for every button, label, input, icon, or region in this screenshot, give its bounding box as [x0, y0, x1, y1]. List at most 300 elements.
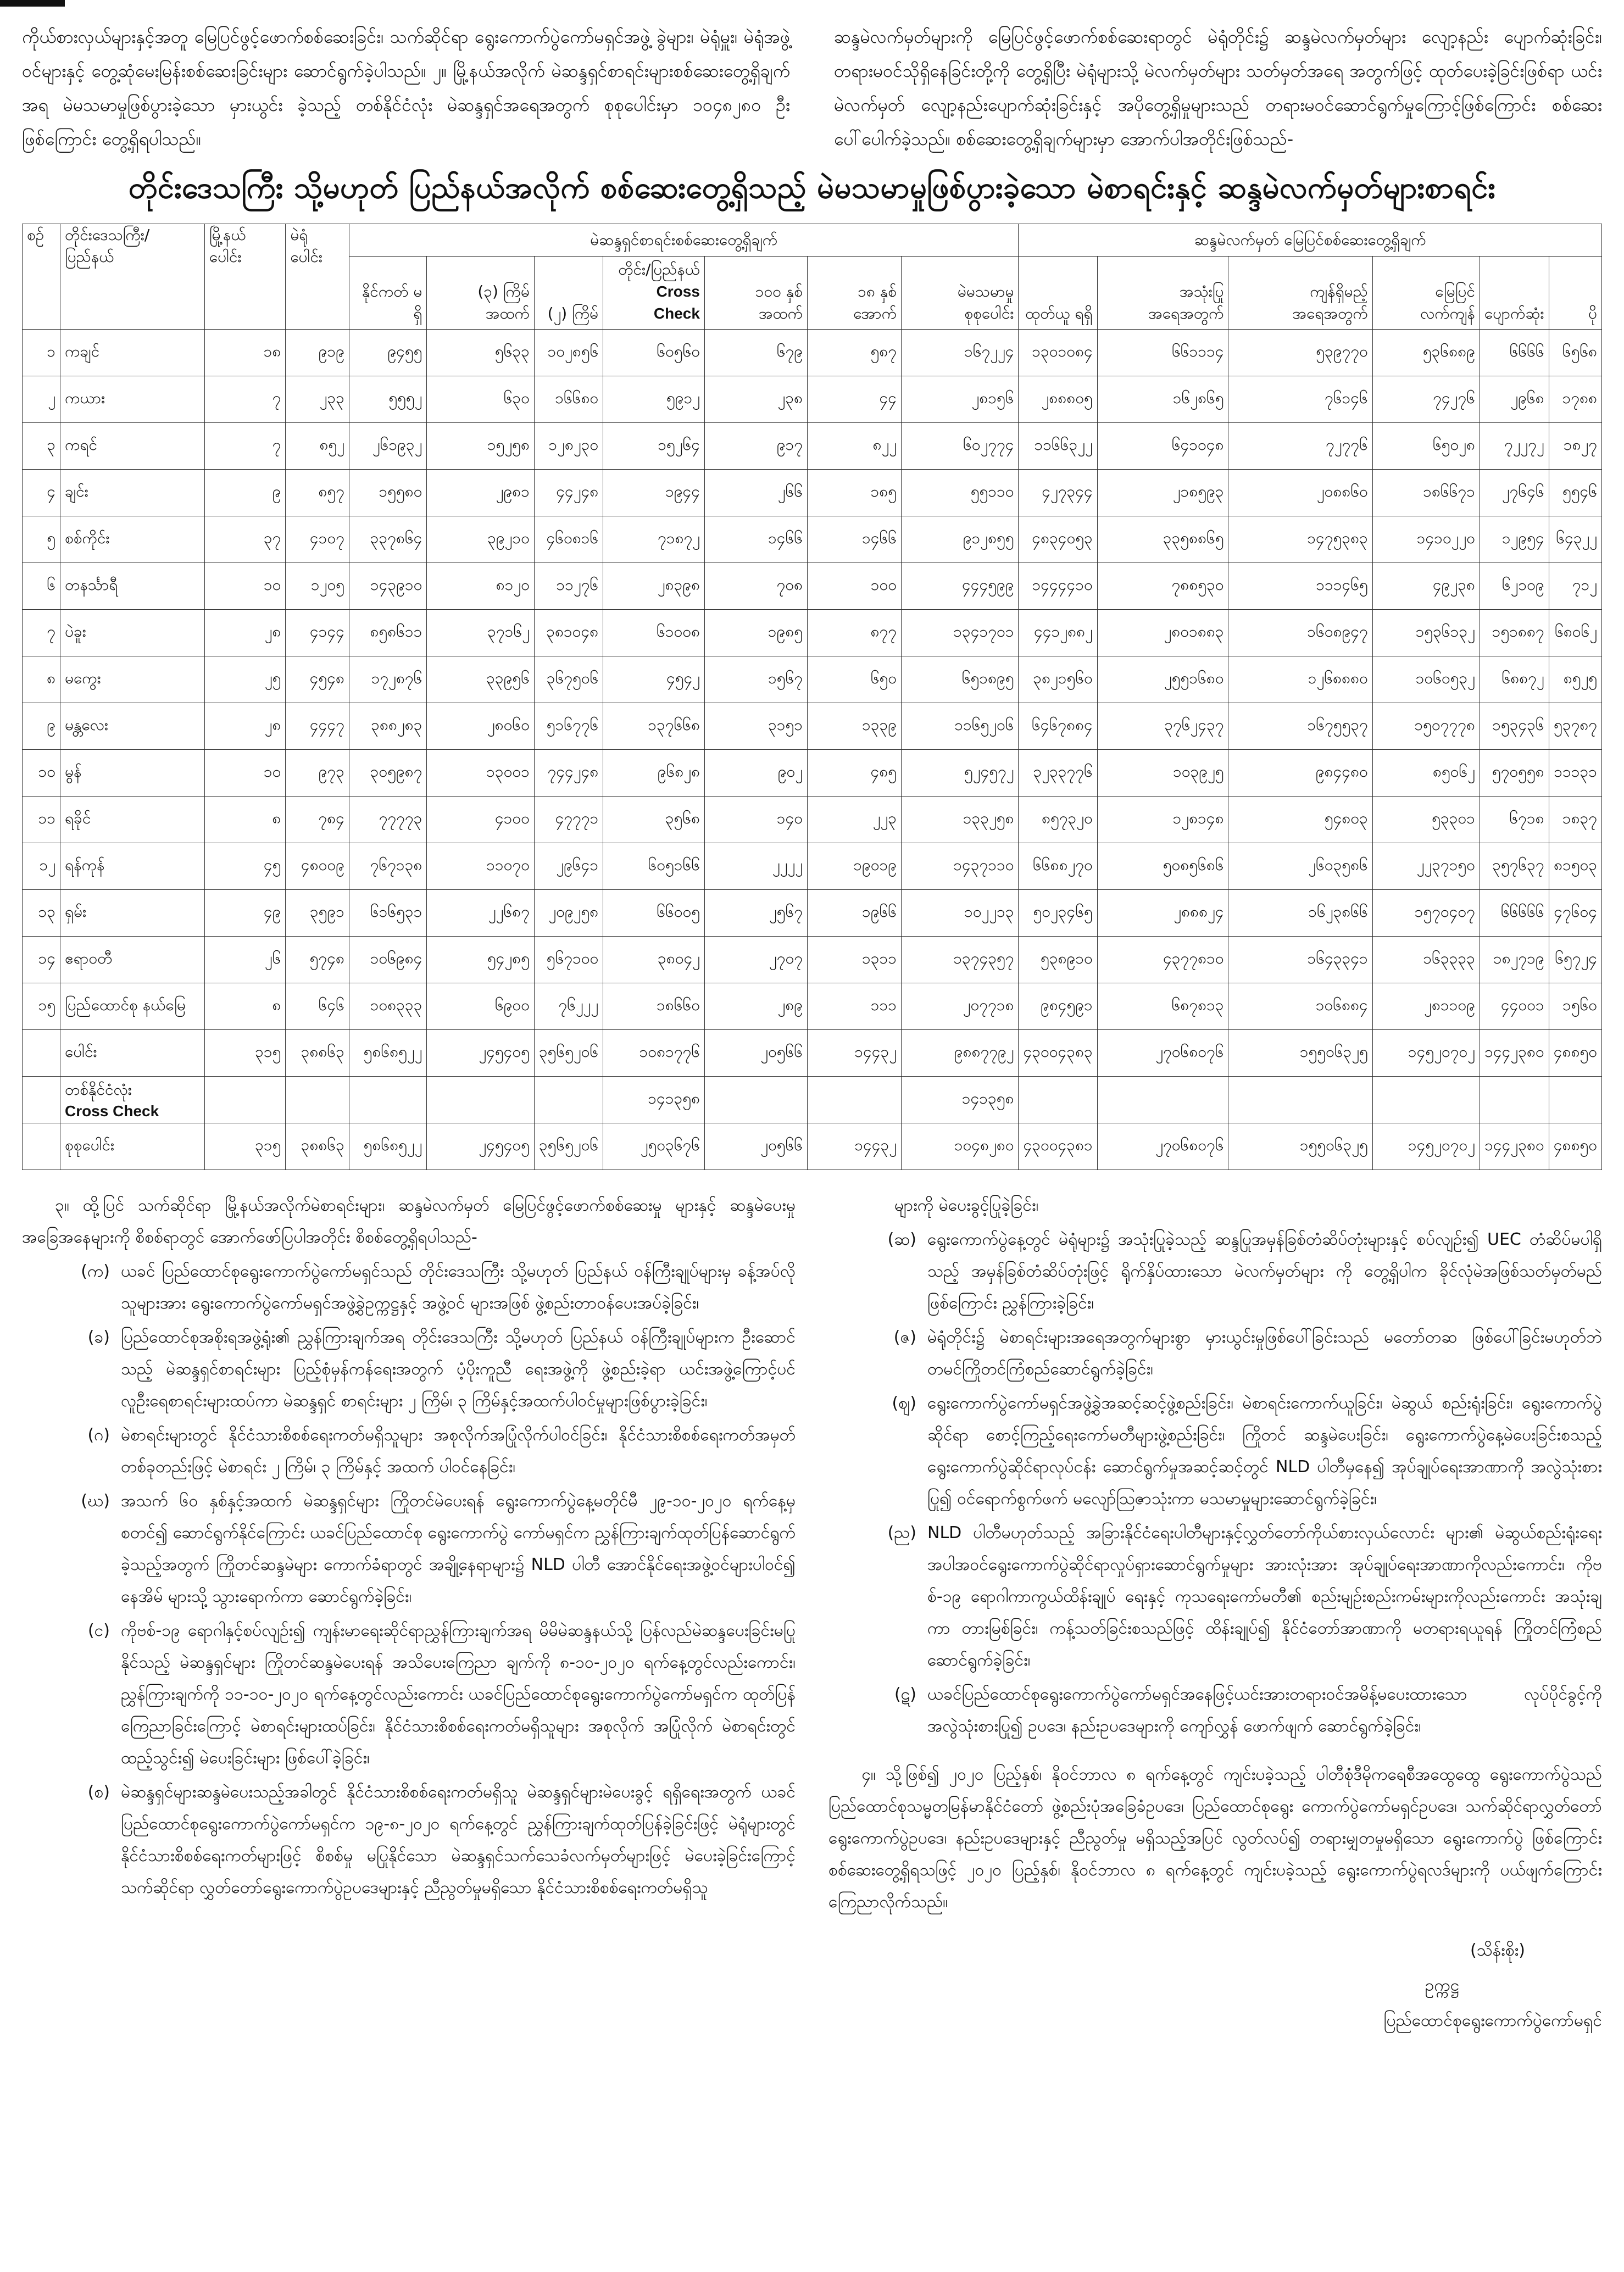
row-label	[60, 1077, 205, 1123]
table-cell: ၂၅၆၇	[704, 890, 807, 937]
table-row	[23, 610, 1602, 656]
table-cell: ၃၈၈၂၈၃	[349, 703, 427, 750]
table-cell: ၂၂၆၈၇	[427, 890, 535, 937]
finding-text: ပြည်ထောင်စုအစိုးရအဖွဲ့ရုံး၏ ညွှန်ကြားချက်အရ တိုင်းဒေသကြီး သို့မဟုတ် ပြည်နယ် ဝန်ကြီးချုပ်များက ဦးဆောင်သည့် မဲဆန္ဒရှင်စာရင်းများ ပြည့်စုံမှန်ကန်ရေးအတွက် ပံ့ပိုးကူညီ ရေးအဖွဲ့ကို ဖွဲ့စည်းခဲ့ရာ ယင်းအဖွဲ့ကြောင့်ပင် လူဦးရေစာရင်းများထပ်ကာ မဲဆန္ဒရှင် စာရင်းများ ၂ ကြိမ်၊ ၃ ကြိမ်နှင့်အထက်ပါဝင်မှုများဖြစ်ပွားခဲ့ခြင်း၊	[121, 1328, 796, 1411]
table-cell: ၆၆၁၁၁၄	[1097, 330, 1228, 376]
table-cell: ၈	[204, 983, 285, 1030]
table-cell: ၉	[204, 470, 285, 516]
finding-item	[22, 1485, 796, 1613]
intro-left-text: ကိုယ်စားလှယ်များနှင့်အတူ မြေပြင်ဖွင့်ဖောက်စစ်ဆေးခြင်း၊ သက်ဆိုင်ရာ ရွေးကောက်ပွဲကော်မရှင်အဖွဲ့ ခွဲများ၊ မဲရုံမှူး၊ မဲရုံအဖွဲ့ဝင်များနှင့် တွေ့ဆုံမေးမြန်းစစ်ဆေးခြင်းများ ဆောင်ရွက်ခဲ့ပါသည်။ ၂။ မြို့နယ်အလိုက် မဲဆန္ဒရှင်စာရင်းများစစ်ဆေးတွေ့ရှိချက်အရ မဲမသမာမှုဖြစ်ပွားခဲ့သော မှားယွင်း ခဲ့သည့် တစ်နိုင်ငံလုံး မဲဆန္ဒရှင်အရေအတွက် စုစုပေါင်းမှာ ၁၀၄၈၂၈၀ ဦး ဖြစ်ကြောင်း တွေ့ရှိရပါသည်။	[22, 26, 791, 149]
table-cell: ၃၉၂၁၀	[427, 516, 535, 563]
table-cell: ၂၁၈၅၉၃	[1097, 470, 1228, 516]
table-row	[23, 1030, 1602, 1077]
table-row	[23, 890, 1602, 937]
row-label: ပဲခူး	[60, 610, 205, 656]
row-label: ဧရာဝတီ	[60, 937, 205, 983]
row-label: ချင်း	[60, 470, 205, 516]
table-cell: ၁၈၂၇၁၉	[1480, 937, 1549, 983]
intro-columns	[22, 20, 1602, 156]
intro-left	[22, 20, 790, 156]
paragraph-3: ၃။ ထို့ပြင် သက်ဆိုင်ရာ မြို့နယ်အလိုက်မဲစာရင်းများ၊ ဆန္ဒမဲလက်မှတ် မြေပြင်ဖွင့်ဖောက်စစ်ဆေးမှု များနှင့် ဆန္ဒမဲပေးမှုအခြေအနေများကို စိစစ်ရာတွင် အောက်ဖော်ပြပါအတိုင်း စိစစ်တွေ့ရှိရပါသည်-	[22, 1196, 796, 1247]
table-cell: ၈၅၂	[286, 423, 349, 470]
finding-mark: (င)	[87, 1621, 110, 1640]
table-cell: ၁၀၀	[808, 563, 902, 610]
row-label: ကယား	[60, 376, 205, 423]
table-cell: ၅၄၈၀၃	[1228, 797, 1372, 843]
table-cell: ၇၆၇၁၃၈	[349, 843, 427, 890]
table-cell: ၁၁၀၇၀	[427, 843, 535, 890]
signer-org: ပြည်ထောင်စုရွေးကောက်ပွဲကော်မရှင်	[1383, 2011, 1602, 2030]
table-cell: ၈၇၇	[808, 610, 902, 656]
table-cell: ၇၇၇၇၃	[349, 797, 427, 843]
table-cell	[534, 1077, 603, 1123]
table-cell: ၂၆၀၃၅၈၆	[1228, 843, 1372, 890]
table-cell: ၄၄၁၂၈၈၂	[1019, 610, 1097, 656]
table-cell: ၃၅၇၆၃၇	[1480, 843, 1549, 890]
table-cell: ၄၈၅	[808, 750, 902, 797]
subhead-cross-check: Cross Check	[653, 283, 700, 322]
finding-text: မဲဆန္ဒရှင်များဆန္ဒမဲပေးသည့်အခါတွင် နိုင်ငံသားစိစစ်ရေးကတ်မရှိသူ မဲဆန္ဒရှင်များမဲပေးခွင့် ရရှိရေးအတွက် ယခင်ပြည်ထောင်စုရွေးကောက်ပွဲကော်မရှင်က ၁၉-၈-၂၀၂၀ ရက်နေ့တွင် ညွှန်ကြားချက်ထုတ်ပြန်ခဲ့ခြင်းဖြင့် မဲရုံများတွင် နိုင်ငံသားစိစစ်ရေးကတ်များဖြင့် စိစစ်မှု မပြုနိုင်သော မဲဆန္ဒရှင်သက်သေခံလက်မှတ်များဖြင့် မဲပေးခဲ့ခြင်းကြောင့် သက်ဆိုင်ရာ လွှတ်တော်ရွေးကောက်ပွဲဥပဒေများနှင့် ညီညွတ်မှုမရှိသော နိုင်ငံသားစိစစ်ရေးကတ်မရှိသူ	[121, 1783, 796, 1897]
table-cell: ၁၈၂၇	[1549, 423, 1601, 470]
table-cell: ၃၁၅	[204, 1123, 285, 1170]
right-lead: များကို မဲပေးခွင့်ပြုခဲ့ခြင်း၊	[894, 1196, 1039, 1215]
table-cell: ၂၈၀၁၈၈၃	[1097, 610, 1228, 656]
table-cell: ၂၆၁၉၃၂	[349, 423, 427, 470]
table-cell: ၃၇၁၆၂	[427, 610, 535, 656]
table-cell: ၁၉၀၁၉	[808, 843, 902, 890]
table-cell: ၉၁၂၈၅၅	[902, 516, 1019, 563]
table-cell: ၂၈	[204, 610, 285, 656]
finding-item	[828, 1388, 1602, 1515]
finding-item	[22, 1777, 796, 1904]
table-row	[23, 797, 1602, 843]
table-cell: ၁၆၃၃၃၃	[1372, 937, 1480, 983]
table-cell: ၁၈၆၆၇၁	[1372, 470, 1480, 516]
table-heading: တိုင်းဒေသကြီး သို့မဟုတ် ပြည်နယ်အလိုက် စစ်ဆေးတွေ့ရှိသည့် မဲမသမာမှုဖြစ်ပွားခဲ့သော မဲစာရင်းနှင့် ဆန္ဒမဲလက်မှတ်များစာရင်း	[128, 170, 1496, 205]
table-cell: ၁၅၁၈၈၇	[1480, 610, 1549, 656]
table-cell	[286, 1077, 349, 1123]
table-cell: ၉၈၄၅၉၁	[1019, 983, 1097, 1030]
table-cell: ၁၀၆၈၈၄	[1228, 983, 1372, 1030]
table-cell: ၂၀၈၈၆၀	[1228, 470, 1372, 516]
table-cell: ၁၅၆၇	[704, 656, 807, 703]
table-cell: ၇၂၂၇၂	[1480, 423, 1549, 470]
table-cell: ၆၆၈၈၂၇၀	[1019, 843, 1097, 890]
table-cell: ၄၄	[808, 376, 902, 423]
row-no	[23, 1123, 60, 1170]
row-no	[23, 1077, 60, 1123]
table-cell: ၁၄၆၆	[808, 516, 902, 563]
table-cell: ၇၆၁၄၆	[1228, 376, 1372, 423]
subhead-voter-5: ၁၀၀ နှစ် အထက်	[704, 257, 807, 330]
paragraph-4: ၄။ သို့ဖြစ်၍ ၂၀၂၀ ပြည့်နှစ်၊ နိုဝင်ဘာလ ၈ ရက်နေ့တွင် ကျင်းပခဲ့သည့် ပါတီစုံဒီမိုကရေစီအထွေထွေ ရွေးကောက်ပွဲသည် ပြည်ထောင်စုသမ္မတမြန်မာနိုင်ငံတော် ဖွဲ့စည်းပုံအခြေခံဥပဒေ၊ ပြည်ထောင်စုရွေး ကောက်ပွဲကော်မရှင်ဥပဒေ၊ သက်ဆိုင်ရာလွှတ်တော်ရွေးကောက်ပွဲဥပဒေ၊ နည်းဥပဒေများနှင့် ညီညွတ်မှု မရှိသည့်အပြင် လွတ်လပ်၍ တရားမျှတမှုမရှိသော ရွေးကောက်ပွဲ ဖြစ်ကြောင်း စစ်ဆေးတွေ့ရှိရသဖြင့် ၂၀၂၀ ပြည့်နှစ်၊ နိုဝင်ဘာလ ၈ ရက်နေ့တွင် ကျင်းပခဲ့သည့် ရွေးကောက်ပွဲရလဒ်များကို ပယ်ဖျက်ကြောင်း ကြေညာလိုက်သည်။	[828, 1765, 1602, 1912]
table-cell: ၅၃၇၈၇	[1549, 703, 1601, 750]
finding-mark: (ခ)	[87, 1328, 110, 1347]
table-cell: ၆၅၀	[808, 656, 902, 703]
table-cell: ၃၁၅	[204, 1030, 285, 1077]
table-cell: ၁၄၄၄၄၁၀	[1019, 563, 1097, 610]
table-cell: ၂၈၈၈၀၅	[1019, 376, 1097, 423]
table-cell: ၂၈၁၅၆	[902, 376, 1019, 423]
table-cell	[704, 1077, 807, 1123]
table-cell: ၄၆၀၈၁၆	[534, 516, 603, 563]
row-no: ၁၃	[23, 890, 60, 937]
table-row	[23, 376, 1602, 423]
subhead-ballot-4: မြေပြင် လက်ကျန်	[1372, 257, 1480, 330]
finding-text: ယခင် ပြည်ထောင်စုရွေးကောက်ပွဲကော်မရှင်သည် တိုင်းဒေသကြီး သို့မဟုတ် ပြည်နယ် ဝန်ကြီးချုပ်များမှ ခန့်အပ်လိုသူများအား ရွေးကောက်ပွဲကော်မရှင်အဖွဲ့ခွဲဥက္ကဋ္ဌနှင့် အဖွဲ့ဝင် များအဖြစ် ဖွဲ့စည်းတာဝန်ပေးအပ်ခဲ့ခြင်း၊	[121, 1262, 796, 1313]
row-no: ၅	[23, 516, 60, 563]
table-cell: ၁၂၀၅	[286, 563, 349, 610]
table-cell	[1372, 1077, 1480, 1123]
table-row	[23, 750, 1602, 797]
table-cell: ၆၄၃၂၂	[1549, 516, 1601, 563]
table-cell: ၆၃၀	[427, 376, 535, 423]
row-no: ၆	[23, 563, 60, 610]
table-cell	[427, 1077, 535, 1123]
row-label: တနင်္သာရီ	[60, 563, 205, 610]
subhead-voter-3: (၂) ကြိမ်	[534, 257, 603, 330]
col-region: တိုင်းဒေသကြီး/ ပြည်နယ်	[60, 224, 205, 330]
table-cell: ၁၆၆၈၀	[534, 376, 603, 423]
table-row	[23, 330, 1602, 376]
table-cell: ၂၅၅၁၆၈၀	[1097, 656, 1228, 703]
row-label: ကချင်	[60, 330, 205, 376]
table-cell: ၁၀၄၈၂၈၀	[902, 1123, 1019, 1170]
table-cell: ၄၉၂၃၈	[1372, 563, 1480, 610]
table-cell: ၂၅၀၃၆၇၆	[603, 1123, 705, 1170]
finding-text: ယခင်ပြည်ထောင်စုရွေးကောက်ပွဲကော်မရှင်အနေဖြင့်ယင်းအားတရားဝင်အမိန့်မပေးထားသော လုပ်ပိုင်ခွင့်ကို အလွဲသုံးစားပြု၍ ဥပဒေ၊ နည်းဥပဒေများကို ကျော်လွှန် ဖောက်ဖျက် ဆောင်ရွက်ခဲ့ခြင်း၊	[927, 1685, 1602, 1736]
table-cell: ၆၄၁၀၄၈	[1097, 423, 1228, 470]
table-cell: ၁၁၁၄၆၅	[1228, 563, 1372, 610]
table-cell: ၃၈၈၆၃	[286, 1123, 349, 1170]
table-cell: ၉၈၈၇၇၉၂	[902, 1030, 1019, 1077]
table-cell: ၈၅၀၆၂	[1372, 750, 1480, 797]
table-cell: ၄၉	[204, 890, 285, 937]
table-cell: ၁၃၀၁၀၈၄	[1019, 330, 1097, 376]
table-cell: ၁၄၁၃၅၈	[902, 1077, 1019, 1123]
table-cell: ၂၂၂၂	[704, 843, 807, 890]
table-cell: ၄၇၇၇၁	[534, 797, 603, 843]
finding-text: ကိုဗစ်-၁၉ ရောဂါနှင့်စပ်လျဉ်း၍ ကျန်းမာရေးဆိုင်ရာညွှန်ကြားချက်အရ မိမိမဲဆန္ဒနယ်သို့ ပြန်လည်မဲဆန္ဒပေးခြင်းမပြုနိုင်သည့် မဲဆန္ဒရှင်များ ကြိုတင်ဆန္ဒမဲပေးရန် အသိပေးကြေညာ ချက်ကို ၈-၁၀-၂၀၂၀ ရက်နေ့တွင်လည်းကောင်း၊ ညွှန်ကြားချက်ကို ၁၁-၁၀-၂၀၂၀ ရက်နေ့တွင်လည်းကောင်း ယခင်ပြည်ထောင်စုရွေးကောက်ပွဲကော်မရှင်က ထုတ်ပြန် ကြေညာခြင်းကြောင့် မဲစာရင်းများထပ်ခြင်း၊ နိုင်ငံသားစိစစ်ရေးကတ်မရှိသူများ အစုလိုက် အပြုံလိုက် မဲစာရင်းတွင်ထည့်သွင်း၍ မဲပေးခြင်းများ ဖြစ်ပေါ်ခဲ့ခြင်း၊	[121, 1621, 796, 1768]
table-cell: ၄၁၀၇	[286, 516, 349, 563]
row-label: ရှမ်း	[60, 890, 205, 937]
table-cell: ၆၄၆	[286, 983, 349, 1030]
table-cell: ၇၄၄၂၄၈	[534, 750, 603, 797]
table-cell: ၁၀၃၉၂၅	[1097, 750, 1228, 797]
table-cell	[1097, 1077, 1228, 1123]
table-cell: ၇၆၂၂၂	[534, 983, 603, 1030]
col-no: စဉ်	[23, 224, 60, 330]
table-cell: ၁၃၁၁	[808, 937, 902, 983]
table-cell: ၃၅၆၅၂၀၆	[534, 1123, 603, 1170]
table-cell: ၁၉၈၅	[704, 610, 807, 656]
table-cell: ၆၆၆၆	[1480, 330, 1549, 376]
table-cell: ၁၅၀၇၇၇၈	[1372, 703, 1480, 750]
table-cell: ၁၅၆၀	[1549, 983, 1601, 1030]
table-cell: ၁၆၇၅၅၃၇	[1228, 703, 1372, 750]
row-no: ၉	[23, 703, 60, 750]
row-label: ရခိုင်	[60, 797, 205, 843]
table-cell: ၄၇၆၀၄	[1549, 890, 1601, 937]
table-cell: ၁၂၉၅၄	[1480, 516, 1549, 563]
table-cell: ၈၅၇၃၂၀	[1019, 797, 1097, 843]
table-cell: ၁၄၀	[704, 797, 807, 843]
table-cell: ၆၇၉	[704, 330, 807, 376]
table-cell: ၄၄၀၀၁	[1480, 983, 1549, 1030]
table-cell: ၁၆၂၃၈၆၆	[1228, 890, 1372, 937]
subhead-voter-6: ၁၈ နှစ် အောက်	[808, 257, 902, 330]
table-cell: ၇၁၈၇၂	[603, 516, 705, 563]
table-cell: ၃၈၀၄၂	[603, 937, 705, 983]
finding-text: မဲစာရင်းများတွင် နိုင်ငံသားစိစစ်ရေးကတ်မရှိသူများ အစုလိုက်အပြုံလိုက်ပါဝင်ခြင်း၊ နိုင်ငံသားစိစစ်ရေးကတ်အမှတ်တစ်ခုတည်းဖြင့် မဲစာရင်း ၂ ကြိမ်၊ ၃ ကြိမ်နှင့် အထက် ပါဝင်နေခြင်း၊	[121, 1425, 796, 1477]
table-cell: ၂၃၃	[286, 376, 349, 423]
table-row	[23, 1123, 1602, 1170]
row-label: ရန်ကုန်	[60, 843, 205, 890]
table-row	[23, 423, 1602, 470]
finding-mark: (စ)	[87, 1783, 110, 1802]
table-cell: ၈	[204, 797, 285, 843]
table-cell: ၅၃၉၇၇၀	[1228, 330, 1372, 376]
table-cell: ၃၅၆၈	[603, 797, 705, 843]
table-cell: ၁၀၈၁၇၇၆	[603, 1030, 705, 1077]
finding-mark: (က)	[81, 1262, 110, 1281]
table-cell: ၅၅၁၁၀	[902, 470, 1019, 516]
table-cell: ၆၀၅၆၀	[603, 330, 705, 376]
signer-name: (သိန်းစိုး)	[1470, 1941, 1525, 1960]
table-cell: ၂၈၀၆၀	[427, 703, 535, 750]
table-cell: ၂၄၅၄၀၅	[427, 1030, 535, 1077]
finding-text: ရွေးကောက်ပွဲကော်မရှင်အဖွဲ့ခွဲအဆင့်ဆင့်ဖွဲ့စည်းခြင်း၊ မဲစာရင်းကောက်ယူခြင်း၊ မဲဆွယ် စည်းရုံးခြင်း၊ ရွေးကောက်ပွဲဆိုင်ရာ စောင့်ကြည့်ရေးကော်မတီများဖွဲ့စည်းခြင်း၊ ကြိုတင် ဆန္ဒမဲပေးခြင်း၊ ရွေးကောက်ပွဲနေ့မဲပေးခြင်းစသည့် ရွေးကောက်ပွဲဆိုင်ရာလုပ်ငန်း ဆောင်ရွက်မှုအဆင့်ဆင့်တွင် NLD ပါတီမှနေ၍ အုပ်ချုပ်ရေးအာဏာကို အလွဲသုံးစားပြု၍ ဝင်ရောက်စွက်ဖက် မလျော်ဩဇာသုံးကာ မသမာမှုများဆောင်ရွက်ခဲ့ခြင်း၊	[927, 1394, 1602, 1508]
table-cell: ၈၂၂	[808, 423, 902, 470]
table-cell: ၃၈၈၆၃	[286, 1030, 349, 1077]
finding-mark: (ဇ)	[893, 1328, 916, 1347]
group-ballots: ဆန္ဒမဲလက်မှတ် မြေပြင်စစ်ဆေးတွေ့ရှိချက်	[1019, 224, 1602, 257]
table-cell: ၂၄၅၄၀၅	[427, 1123, 535, 1170]
findings-right	[828, 1190, 1602, 2040]
table-cell: ၂၈၈၈၂၄	[1097, 890, 1228, 937]
finding-item	[22, 1322, 796, 1417]
row-no: ၁	[23, 330, 60, 376]
intro-right-text: ဆန္ဒမဲလက်မှတ်များကို မြေပြင်ဖွင့်ဖောက်စစ်ဆေးရာတွင် မဲရုံတိုင်း၌ ဆန္ဒမဲလက်မှတ်များ လျော့နည်း ပျောက်ဆုံးခြင်း၊ တရားမဝင်သိုရှိနေခြင်းတို့ကို တွေ့ရှိပြီး မဲရုံများသို့ မဲလက်မှတ်များ သတ်မှတ်အရေ အတွက်ဖြင့် ထုတ်ပေးခဲ့ခြင်းဖြစ်ရာ ယင်းမဲလက်မှတ် လျော့နည်းပျောက်ဆုံးခြင်းနှင့် အပိုတွေ့ရှိမှုများသည် တရားမဝင်ဆောင်ရွက်မှုကြောင့်ဖြစ်ကြောင်း စစ်ဆေးပေါ်ပေါက်ခဲ့သည်။ စစ်ဆေးတွေ့ရှိချက်များမှာ အောက်ပါအတိုင်းဖြစ်သည်-	[834, 26, 1602, 149]
table-cell: ၁၈၆၆၀	[603, 983, 705, 1030]
table-cell: ၃၁၅၁	[704, 703, 807, 750]
col-township: မြို့နယ် ပေါင်း	[204, 224, 285, 330]
table-cell: ၁၇၂၈၇၆	[349, 656, 427, 703]
table-cell: ၃၈၂၁၅၆၀	[1019, 656, 1097, 703]
table-cell	[204, 1077, 285, 1123]
table-row	[23, 1077, 1602, 1123]
table-cell: ၁၀၆၀၅၃၂	[1372, 656, 1480, 703]
table-cell: ၂၃၈	[704, 376, 807, 423]
table-cell: ၆၆၀၀၅	[603, 890, 705, 937]
table-cell: ၄၅၄၈	[286, 656, 349, 703]
finding-mark: (ဃ)	[81, 1491, 110, 1511]
finding-item	[828, 1224, 1602, 1319]
finding-text: အသက် ၆၀ နှစ်နှင့်အထက် မဲဆန္ဒရှင်များ ကြိုတင်မဲပေးရန် ရွေးကောက်ပွဲနေ့မတိုင်မီ ၂၉-၁၀-၂၀၂၀ ရက်နေ့မှစတင်၍ ဆောင်ရွက်နိုင်ကြောင်း ယခင်ပြည်ထောင်စု ရွေးကောက်ပွဲ ကော်မရှင်က ညွှန်ကြားချက်ထုတ်ပြန်ဆောင်ရွက်ခဲ့သည့်အတွက် ကြိုတင်ဆန္ဒမဲများ ကောက်ခံရာတွင် အချို့နေရာများ၌ NLD ပါတီ အောင်နိုင်ရေးအဖွဲ့ဝင်များပါဝင်၍ နေအိမ် များသို့ သွားရောက်ကာ ဆောင်ရွက်ခဲ့ခြင်း၊	[121, 1491, 796, 1606]
table-cell: ၁၄၁၃၅၈	[603, 1077, 705, 1123]
table-cell: ၁၅၂၅၈	[427, 423, 535, 470]
finding-text: ရွေးကောက်ပွဲနေ့တွင် မဲရုံများ၌ အသုံးပြုခဲ့သည့် ဆန္ဒပြုအမှန်ခြစ်တံဆိပ်တုံးများနှင့် စပ်လျဉ်း၍ UEC တံဆိပ်မပါရှိသည့် အမှန်ခြစ်တံဆိပ်တုံးဖြင့် ရိုက်နှိပ်ထားသော မဲလက်မှတ်များ ကို တွေ့ရှိပါက ခိုင်လုံမဲအဖြစ်သတ်မှတ်မည်ဖြစ်ကြောင်း ညွှန်ကြားခဲ့ခြင်း၊	[927, 1230, 1602, 1313]
table-cell: ၅၈၆၈၅၂၂	[349, 1030, 427, 1077]
table-cell: ၇၁၂	[1549, 563, 1601, 610]
table-row	[23, 656, 1602, 703]
table-cell: ၆၅၀၂၈	[1372, 423, 1480, 470]
table-cell: ၉၁၉	[286, 330, 349, 376]
table-cell: ၁၆၄၃၃၄၁	[1228, 937, 1372, 983]
table-cell: ၅၇၀၅၅၈	[1480, 750, 1549, 797]
table-cell: ၂၈၉	[704, 983, 807, 1030]
table-cell: ၁၅၅၀၆၃၂၅	[1228, 1123, 1372, 1170]
table-cell: ၇၀၈	[704, 563, 807, 610]
table-cell	[1480, 1077, 1549, 1123]
table-cell: ၁၆၂၈၆၅	[1097, 376, 1228, 423]
table-cell: ၄၄၄၅၉၉	[902, 563, 1019, 610]
subhead-voter-2: (၃) ကြိမ် အထက်	[427, 257, 535, 330]
table-cell: ၃၇၆၂၄၃၇	[1097, 703, 1228, 750]
table-cell: ၅၆၃၃	[427, 330, 535, 376]
table-cell: ၈၁၂၀	[427, 563, 535, 610]
table-cell: ၄၄၂၄၈	[534, 470, 603, 516]
table-cell: ၄၃၀၀၄၃၈၁	[1019, 1123, 1097, 1170]
subhead-ballot-5: ပျောက်ဆုံး	[1480, 257, 1549, 330]
table-cell: ၁၈၃၇	[1549, 797, 1601, 843]
table-cell: ၆၉၀၀	[427, 983, 535, 1030]
table-cell: ၄၁၀၀	[427, 797, 535, 843]
table-cell: ၂၉၆၄၁	[534, 843, 603, 890]
table-cell: ၁၃၃၉	[808, 703, 902, 750]
row-label: ကရင်	[60, 423, 205, 470]
table-cell: ၆၈၈၇၂	[1480, 656, 1549, 703]
table-row	[23, 703, 1602, 750]
table-cell: ၄၅၄၂	[603, 656, 705, 703]
table-cell: ၂၉၆၈	[1480, 376, 1549, 423]
table-cell: ၁၂၈၂၃၀	[534, 423, 603, 470]
table-cell: ၃၅၉၁	[286, 890, 349, 937]
table-cell: ၈၁၅၀၃	[1549, 843, 1601, 890]
finding-item	[828, 1679, 1602, 1742]
table-cell: ၁၇၈၈	[1549, 376, 1601, 423]
row-label: ပေါင်း	[60, 1030, 205, 1077]
table-cell: ၁၂၈၁၄၈	[1097, 797, 1228, 843]
table-cell: ၁၅၃၄၃၆	[1480, 703, 1549, 750]
table-cell: ၁၉၆၆	[808, 890, 902, 937]
table-cell: ၁၁၁၃၁	[1549, 750, 1601, 797]
findings-section	[22, 1190, 1602, 2040]
row-no: ၁၀	[23, 750, 60, 797]
table-cell: ၁၄၄၃၂	[808, 1030, 902, 1077]
row-no: ၈	[23, 656, 60, 703]
finding-item	[828, 1517, 1602, 1677]
table-cell: ၁၀၆၉၈၄	[349, 937, 427, 983]
table-cell: ၁၃၃၂၅၈	[902, 797, 1019, 843]
table-cell: ၄၈၈၅၀	[1549, 1123, 1601, 1170]
signer-title: ဥက္ကဋ္ဌ	[1425, 1976, 1459, 1995]
table-cell: ၂၅	[204, 656, 285, 703]
table-cell: ၁၄၄၂၃၈၀	[1480, 1123, 1549, 1170]
row-no: ၁၄	[23, 937, 60, 983]
row-cross-check: Cross Check	[65, 1102, 159, 1120]
table-cell: ၅၆၇၁၀၀	[534, 937, 603, 983]
table-cell: ၂၇၀၇	[704, 937, 807, 983]
table-cell: ၉၆၈၂၈	[603, 750, 705, 797]
results-table	[22, 224, 1602, 1170]
table-cell: ၁၃၇၄၃၅၇	[902, 937, 1019, 983]
table-cell: ၂၆၆	[704, 470, 807, 516]
table-row	[23, 937, 1602, 983]
table-cell: ၅၅၅၂	[349, 376, 427, 423]
table-cell: ၆၁၆၅၃၁	[349, 890, 427, 937]
table-cell: ၁၀၂၂၁၃	[902, 890, 1019, 937]
table-cell	[1549, 1077, 1601, 1123]
table-cell: ၁၄၃၇၁၁၀	[902, 843, 1019, 890]
row-no: ၄	[23, 470, 60, 516]
table-cell: ၆၈၇၈၁၃	[1097, 983, 1228, 1030]
table-cell: ၁၃၇၆၆၈	[603, 703, 705, 750]
subhead-voter-7: မဲမသမာမှု စုစုပေါင်း	[902, 257, 1019, 330]
row-no: ၂	[23, 376, 60, 423]
table-cell: ၁၁၆၅၂၀၆	[902, 703, 1019, 750]
finding-mark: (ဆ)	[887, 1230, 916, 1249]
table-cell: ၇	[204, 423, 285, 470]
finding-item	[22, 1615, 796, 1774]
table-cell: ၁၁၂၇၆	[534, 563, 603, 610]
table-cell: ၁၅၅၀၆၃၂၅	[1228, 1030, 1372, 1077]
finding-item	[828, 1322, 1602, 1385]
table-cell: ၂၀၅၆၆	[704, 1123, 807, 1170]
table-cell: ၁၃၀၀၁	[427, 750, 535, 797]
table-cell: ၃၀၅၉၈၇	[349, 750, 427, 797]
table-cell: ၄၃၇၇၈၁၀	[1097, 937, 1228, 983]
table-cell: ၃၂၃၃၇၇၆	[1019, 750, 1097, 797]
finding-mark: (ည)	[887, 1523, 916, 1542]
table-cell: ၂၀၇၇၁၈	[902, 983, 1019, 1030]
table-cell: ၁၄၃၉၁၀	[349, 563, 427, 610]
table-cell	[1019, 1077, 1097, 1123]
subhead-voter-4	[603, 257, 705, 330]
table-cell: ၂၈၃၉၈	[603, 563, 705, 610]
subhead-ballot-6: ပို	[1549, 257, 1601, 330]
table-cell: ၁၂၆၈၈၈၀	[1228, 656, 1372, 703]
table-cell: ၄၅	[204, 843, 285, 890]
table-cell: ၃၈၁၀၄၈	[534, 610, 603, 656]
table-cell: ၆၂၁၀၉	[1480, 563, 1549, 610]
finding-mark: (ဋ)	[894, 1685, 916, 1704]
table-cell: ၁၆၇၂၂၄	[902, 330, 1019, 376]
row-label: စုစုပေါင်း	[60, 1123, 205, 1170]
table-cell: ၁၆၀၈၉၄၇	[1228, 610, 1372, 656]
table-cell: ၄၃၀၀၄၃၈၃	[1019, 1030, 1097, 1077]
table-cell: ၄၈၈၅၀	[1549, 1030, 1601, 1077]
table-cell: ၂၂၃	[808, 797, 902, 843]
row-no: ၇	[23, 610, 60, 656]
table-row	[23, 563, 1602, 610]
table-cell: ၅၀၂၃၄၆၅	[1019, 890, 1097, 937]
table-cell: ၂၈၁၁၀၉	[1372, 983, 1480, 1030]
table-cell: ၆၀၅၁၆၆	[603, 843, 705, 890]
table-cell: ၁၉၄၄	[603, 470, 705, 516]
table-cell: ၅၉၁၂	[603, 376, 705, 423]
table-cell: ၅၅၄၆	[1549, 470, 1601, 516]
finding-mark: (ဂ)	[87, 1425, 110, 1445]
table-cell: ၁၅၃၆၁၃၂	[1372, 610, 1480, 656]
table-cell: ၅၇၄၈	[286, 937, 349, 983]
table-cell: ၆၁၀၀၈	[603, 610, 705, 656]
row-label: မွန်	[60, 750, 205, 797]
intro-right	[834, 20, 1602, 156]
subhead-label: တိုင်း/ပြည်နယ်	[618, 260, 700, 279]
table-cell: ၁၅၇၀၄၀၇	[1372, 890, 1480, 937]
table-cell: ၇	[204, 376, 285, 423]
